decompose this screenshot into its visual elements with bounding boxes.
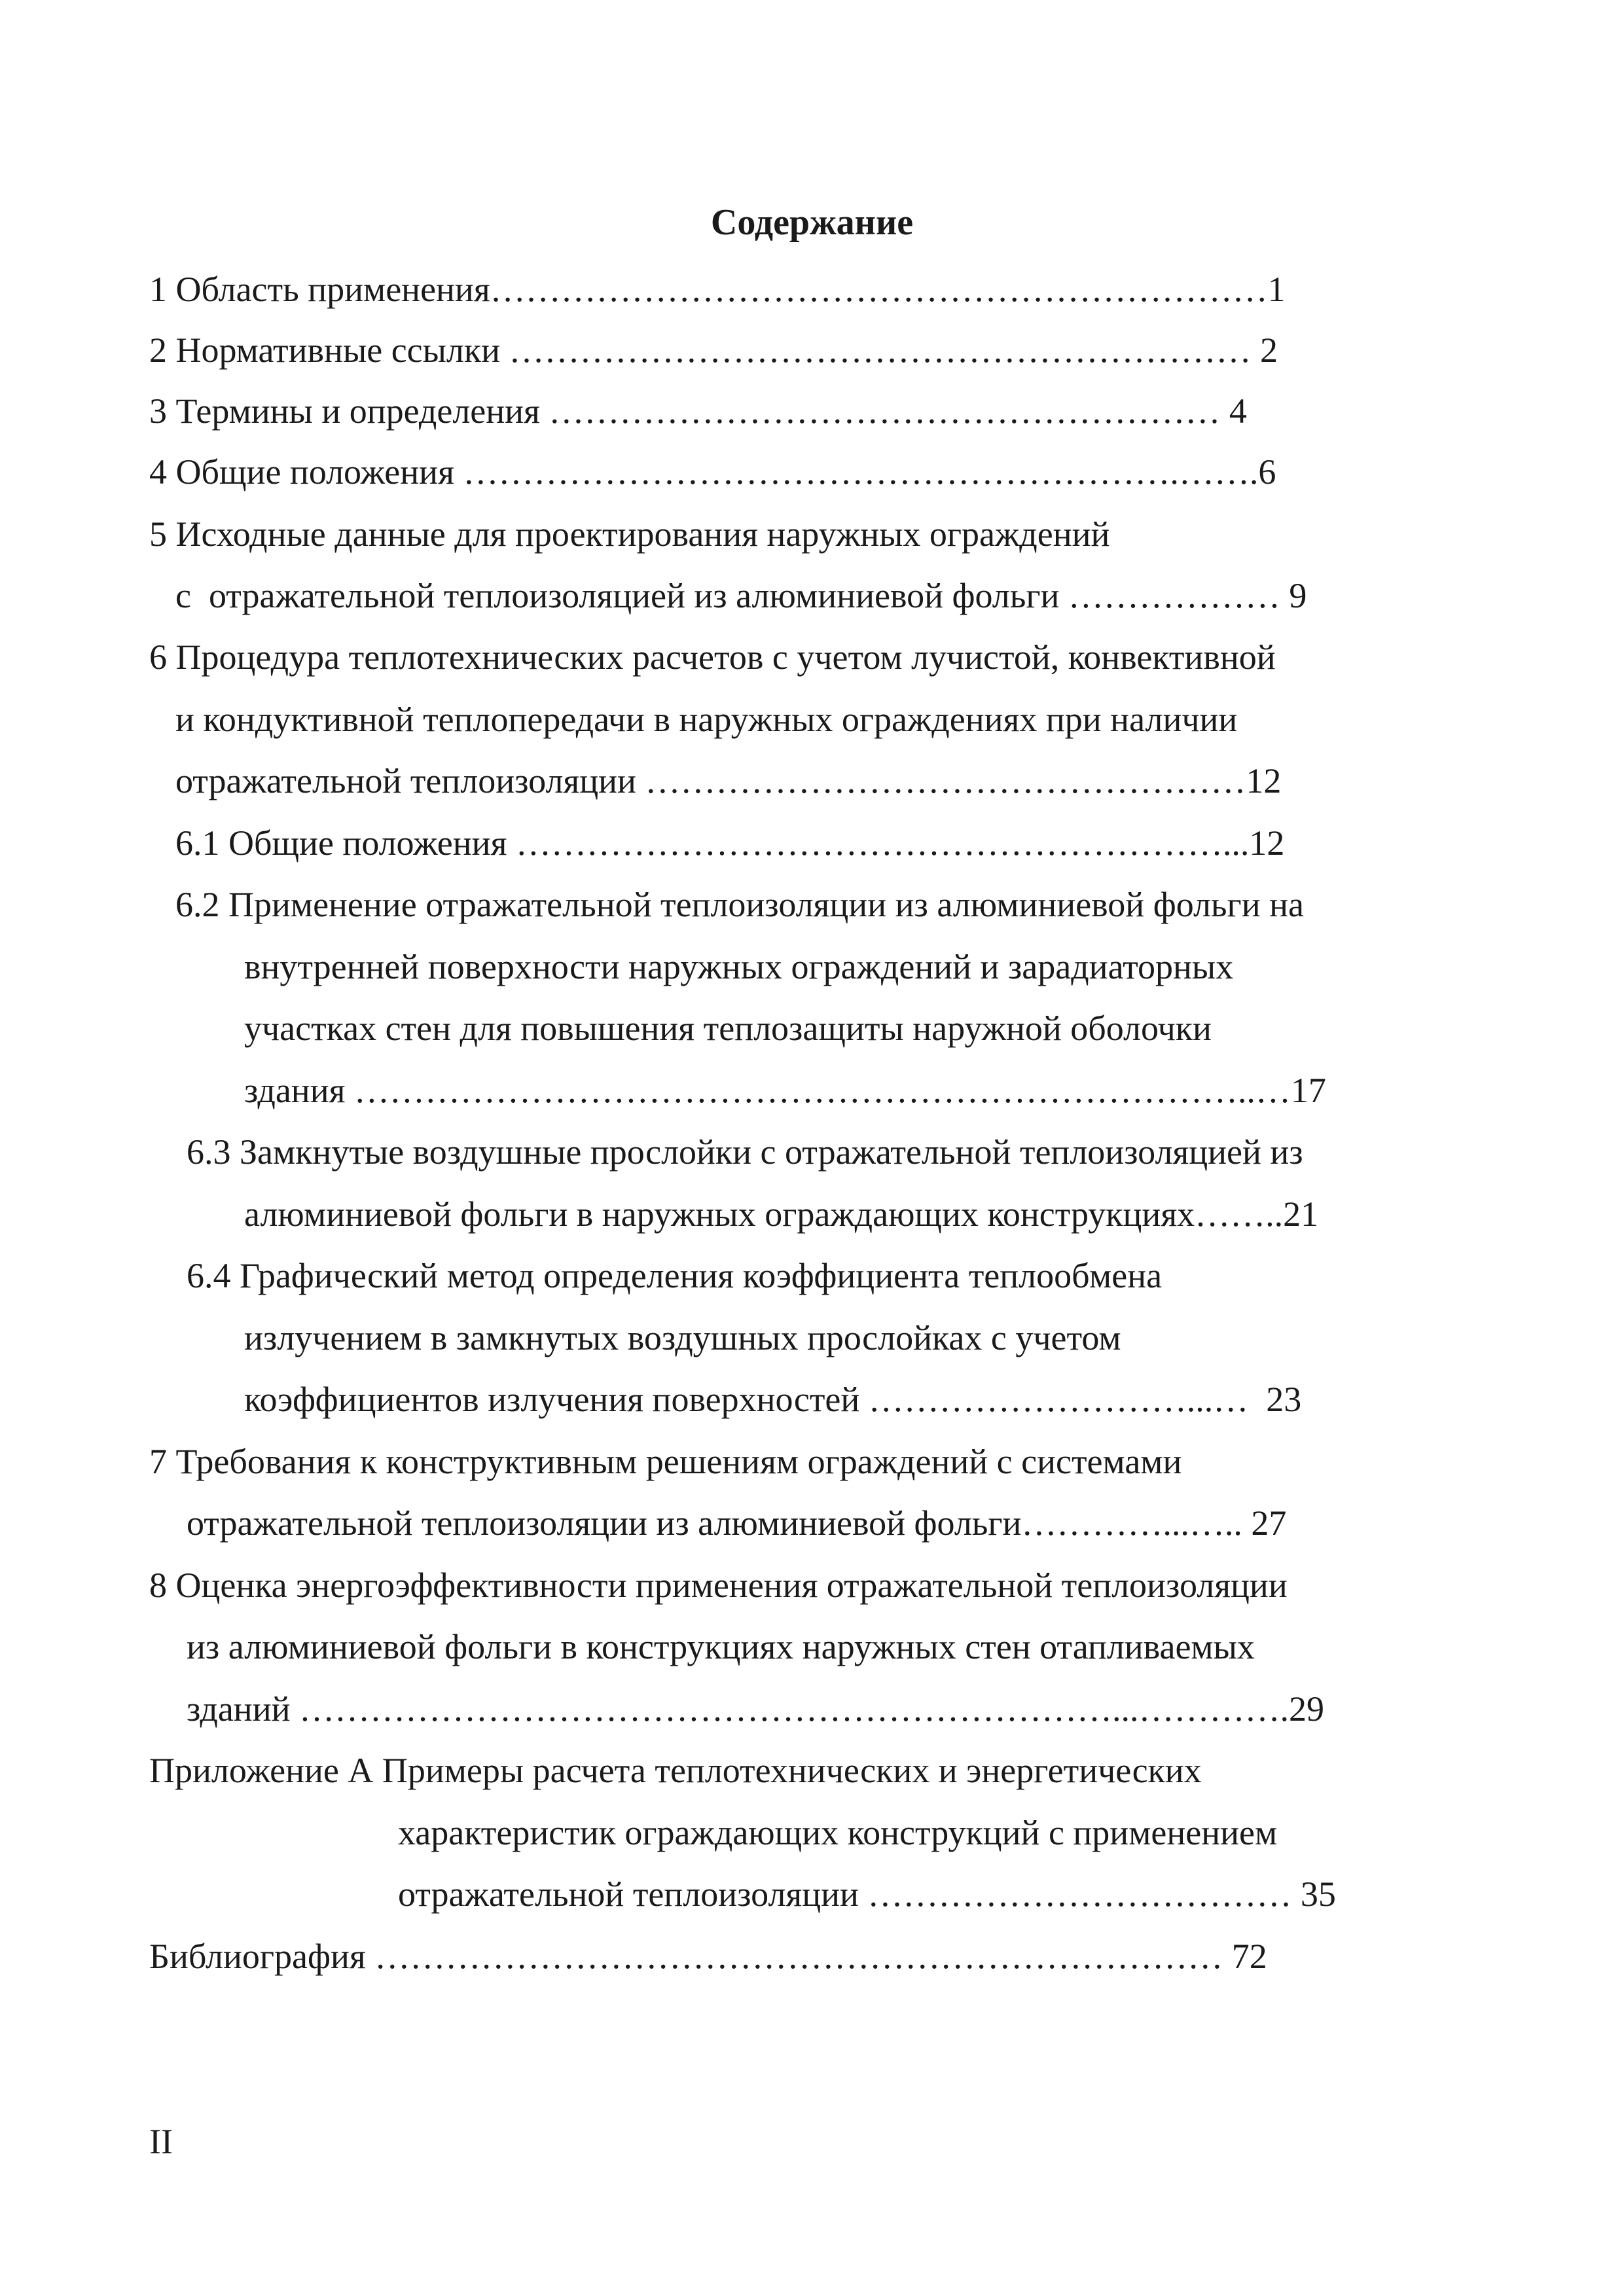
toc-entry-6-2-cont-2: участках стен для повышения теплозащиты наружной оболочки (244, 1009, 1212, 1048)
toc-entry-6-3: 6.3 Замкнутые воздушные прослойки с отражательной теплоизоляцией из (187, 1132, 1303, 1172)
toc-entry-1: 1 Область применения…………………………………………………………1 (149, 270, 1286, 309)
toc-entry-appendix-a-cont-2: отражательной теплоизоляции ……………………………… 35 (398, 1874, 1336, 1914)
toc-entry-8-cont-1: из алюминиевой фольги в конструкциях наружных стен отапливаемых (187, 1627, 1255, 1666)
toc-entry-3: 3 Термины и определения ………………………………………………… 4 (149, 391, 1247, 431)
toc-entry-6-cont-2: отражательной теплоизоляции ……………………………………………12 (175, 761, 1282, 800)
toc-entry-6: 6 Процедура теплотехнических расчетов с учетом лучистой, конвективной (149, 637, 1276, 677)
toc-entry-7-cont: отражательной теплоизоляции из алюминиевой фольги…………...….. 27 (187, 1503, 1287, 1543)
toc-entry-6-4: 6.4 Графический метод определения коэффициента теплообмена (187, 1256, 1163, 1295)
toc-entry-4: 4 Общие положения …………………………………………………….…….6 (149, 452, 1276, 492)
toc-entry-6-4-cont-1: излучением в замкнутых воздушных прослойках с учетом (244, 1318, 1121, 1357)
toc-entry-6-2-cont-3: здания …………………………………………………………………..…17 (244, 1071, 1326, 1110)
toc-entry-7: 7 Требования к конструктивным решениям ограждений с системами (149, 1442, 1182, 1481)
toc-entry-6-2-cont-1: внутренней поверхности наружных ограждений и зарадиаторных (244, 947, 1234, 986)
toc-entry-5-cont: с отражательной теплоизоляцией из алюминиевой фольги ……………… 9 (175, 576, 1307, 615)
toc-entry-6-1: 6.1 Общие положения ……………………………………………………...12 (175, 823, 1285, 863)
toc-entry-6-cont-1: и кондуктивной теплопередачи в наружных ограждениях при наличии (175, 700, 1238, 739)
toc-entry-8-cont-2: зданий ……………………………………………………………...………….29 (187, 1689, 1324, 1729)
toc-entry-6-2: 6.2 Применение отражательной теплоизоляции из алюминиевой фольги на (175, 885, 1304, 924)
toc-entry-8: 8 Оценка энергоэффективности применения отражательной теплоизоляции (149, 1566, 1288, 1605)
page-number: II (149, 2122, 173, 2161)
toc-title: Содержание (710, 202, 914, 243)
toc-entry-appendix-a: Приложение А Примеры расчета теплотехнических и энергетических (149, 1751, 1202, 1790)
toc-entry-2: 2 Нормативные ссылки ……………………………………………………… 2 (149, 331, 1278, 370)
toc-entry-6-3-cont: алюминиевой фольги в наружных ограждающих конструкциях……..21 (244, 1194, 1319, 1234)
toc-entry-6-4-cont-2: коэффициентов излучения поверхностей ………………………...… 23 (244, 1380, 1302, 1419)
toc-entry-appendix-a-cont-1: характеристик ограждающих конструкций с применением (398, 1813, 1278, 1852)
toc-entry-5: 5 Исходные данные для проектирования наружных ограждений (149, 514, 1110, 554)
toc-entry-bibliography: Библиография ……………………………………………………………… 72 (149, 1937, 1267, 1976)
